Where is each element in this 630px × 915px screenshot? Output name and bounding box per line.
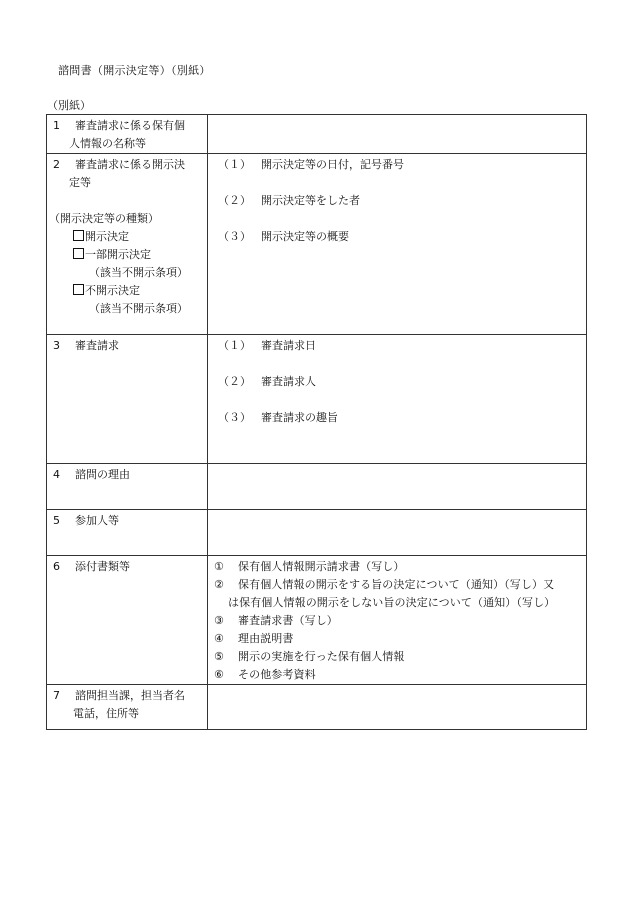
row-label: 審査請求 <box>75 339 119 352</box>
row-label: 添付書類等 <box>75 560 130 573</box>
value-cell <box>208 464 587 510</box>
row-review-request <box>47 335 587 464</box>
row-number: 3 <box>53 339 60 352</box>
attachment-label: （別紙） <box>47 99 91 112</box>
row-disclosure-decision <box>47 154 587 335</box>
row-number: 2 <box>53 158 60 171</box>
checkbox-icon <box>73 248 84 259</box>
list-item: （２） 開示決定等をした者 <box>218 194 360 207</box>
attachment-item-continued: は保有個人情報の開示をしない旨の決定について（通知）（写し） <box>228 596 556 609</box>
option-partial-disclosure: 一部開示決定 <box>53 246 203 264</box>
checkbox-icon <box>73 284 84 295</box>
row-number: 4 <box>53 468 60 481</box>
row-number: 6 <box>53 560 60 573</box>
row-number: 7 <box>53 689 60 702</box>
attachment-item: ⑤ 開示の実施を行った保有個人情報 <box>214 650 405 663</box>
attachment-item: ① 保有個人情報開示請求書（写し） <box>214 560 405 573</box>
applicable-clause-note: （該当不開示条項） <box>89 266 188 279</box>
list-item: （１） 審査請求日 <box>218 339 316 352</box>
list-item: （１） 開示決定等の日付，記号番号 <box>218 158 404 171</box>
row-label-continued: 定等 <box>69 176 91 189</box>
row-label: 審査請求に係る開示決 <box>75 158 185 171</box>
row-label: 諮問の理由 <box>75 468 130 481</box>
row-participants <box>47 510 587 556</box>
value-cell <box>208 510 587 556</box>
decision-kind-title: （開示決定等の種類） <box>49 212 159 225</box>
list-item: （２） 審査請求人 <box>218 375 316 388</box>
row-attachments <box>47 556 587 685</box>
list-item: （３） 開示決定等の概要 <box>218 230 349 243</box>
row-number: 1 <box>53 119 60 132</box>
row-personal-info-name <box>47 115 587 154</box>
option-disclosure: 開示決定 <box>53 228 203 246</box>
row-label-continued: 人情報の名称等 <box>69 137 146 150</box>
attachment-item: ③ 審査請求書（写し） <box>214 614 338 627</box>
list-item: （３） 審査請求の趣旨 <box>218 411 338 424</box>
applicable-clause-note: （該当不開示条項） <box>89 302 188 315</box>
checkbox-icon <box>73 230 84 241</box>
attachment-item: ⑥ その他参考資料 <box>214 668 316 681</box>
page-title: 諮問書（開示決定等）（別紙） <box>58 64 211 77</box>
row-contact <box>47 685 587 730</box>
value-cell <box>208 685 587 730</box>
attachment-item: ② 保有個人情報の開示をする旨の決定について（通知）（写し）又 <box>214 578 555 591</box>
row-label: 諮問担当課，担当者名 <box>75 689 185 702</box>
row-label-continued: 電話，住所等 <box>73 707 139 720</box>
row-inquiry-reason <box>47 464 587 510</box>
row-label: 参加人等 <box>75 514 119 527</box>
attachment-item: ④ 理由説明書 <box>214 632 294 645</box>
inquiry-form-table <box>46 114 587 730</box>
row-number: 5 <box>53 514 60 527</box>
row-label: 審査請求に係る保有個 <box>75 119 185 132</box>
value-cell <box>208 115 587 154</box>
option-non-disclosure: 不開示決定 <box>53 282 203 300</box>
